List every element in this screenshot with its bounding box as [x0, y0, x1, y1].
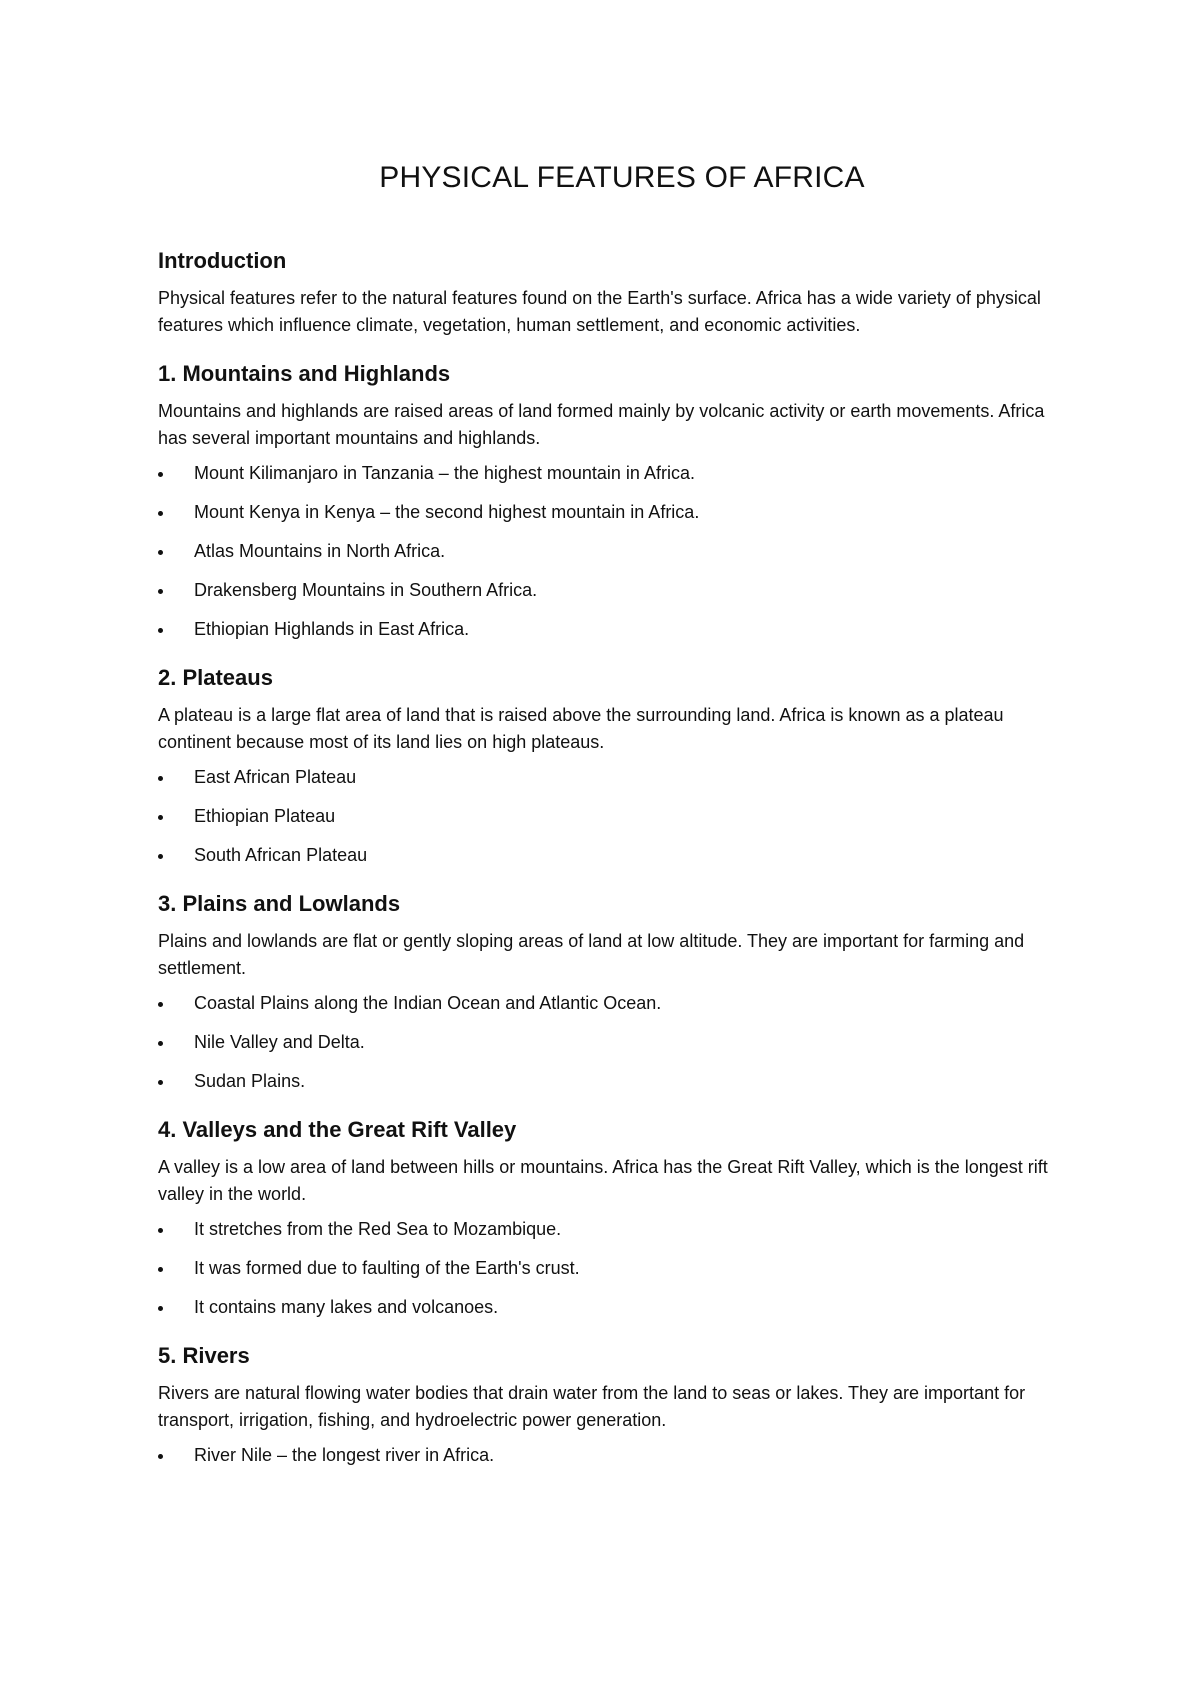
list-item	[158, 842, 1058, 869]
section-heading: 1. Mountains and Highlands	[158, 361, 451, 386]
list-item-text: Ethiopian Plateau	[194, 806, 336, 826]
bullet-list	[158, 1216, 1058, 1321]
section-paragraph: Rivers are natural flowing water bodies that drain water from the land to seas or lakes. They are important for transport, irrigation, fishing, and hydroelectric power generation.	[158, 1383, 1026, 1430]
bullet-icon	[158, 1228, 163, 1233]
document-title: PHYSICAL FEATURES OF AFRICA	[379, 161, 865, 194]
list-item-text: Sudan Plains.	[194, 1071, 306, 1091]
list-item	[158, 1255, 1058, 1282]
list-item	[158, 499, 1058, 526]
section-valleys	[158, 1115, 1058, 1321]
section-plains	[158, 889, 1058, 1095]
bullet-icon	[158, 472, 163, 477]
list-item-text: Mount Kenya in Kenya – the second highest mountain in Africa.	[194, 502, 700, 522]
list-item-text: Atlas Mountains in North Africa.	[194, 541, 446, 561]
list-item-text: East African Plateau	[194, 767, 357, 787]
bullet-icon	[158, 1080, 163, 1085]
list-item-text: Ethiopian Highlands in East Africa.	[194, 619, 470, 639]
list-item	[158, 990, 1058, 1017]
list-item-text: Nile Valley and Delta.	[194, 1032, 365, 1052]
list-item-text: Coastal Plains along the Indian Ocean and Atlantic Ocean.	[194, 993, 662, 1013]
bullet-icon	[158, 815, 163, 820]
section-rivers	[158, 1341, 1058, 1469]
list-item	[158, 577, 1058, 604]
section-heading: 2. Plateaus	[158, 665, 273, 690]
intro-paragraph: Physical features refer to the natural features found on the Earth's surface. Africa has a wide variety of physical features which influence climate, vegetation, human settlement, and economic activities.	[158, 288, 1041, 335]
section-paragraph: A valley is a low area of land between hills or mountains. Africa has the Great Rift Valley, which is the longest rift valley in the world.	[158, 1157, 1048, 1204]
bullet-icon	[158, 511, 163, 516]
section-paragraph: A plateau is a large flat area of land that is raised above the surrounding land. Africa is known as a plateau continent because most of its land lies on high plateaus.	[158, 705, 1004, 752]
section-plateaus	[158, 663, 1058, 869]
section-paragraph: Mountains and highlands are raised areas of land formed mainly by volcanic activity or earth movements. Africa has several important mountains and highlands.	[158, 401, 1045, 448]
bullet-list	[158, 460, 1058, 643]
list-item-text: South African Plateau	[194, 845, 368, 865]
list-item-text: Drakensberg Mountains in Southern Africa.	[194, 580, 538, 600]
list-item-text: It was formed due to faulting of the Earth's crust.	[194, 1258, 580, 1278]
list-item-text: It contains many lakes and volcanoes.	[194, 1297, 499, 1317]
list-item	[158, 764, 1058, 791]
list-item	[158, 538, 1058, 565]
bullet-list	[158, 990, 1058, 1095]
list-item	[158, 616, 1058, 643]
list-item-text: River Nile – the longest river in Africa.	[194, 1445, 495, 1465]
list-item	[158, 1029, 1058, 1056]
list-item	[158, 460, 1058, 487]
bullet-icon	[158, 854, 163, 859]
bullet-list	[158, 1442, 1058, 1469]
bullet-icon	[158, 550, 163, 555]
section-heading: 3. Plains and Lowlands	[158, 891, 401, 916]
document-content	[158, 158, 1058, 1481]
section-paragraph: Plains and lowlands are flat or gently sloping areas of land at low altitude. They are important for farming and settlement.	[158, 931, 1025, 978]
list-item	[158, 1068, 1058, 1095]
bullet-icon	[158, 1041, 163, 1046]
bullet-icon	[158, 1267, 163, 1272]
bullet-icon	[158, 1002, 163, 1007]
bullet-icon	[158, 1454, 163, 1459]
intro-heading: Introduction	[158, 248, 287, 273]
bullet-icon	[158, 628, 163, 633]
list-item	[158, 803, 1058, 830]
list-item-text: Mount Kilimanjaro in Tanzania – the highest mountain in Africa.	[194, 463, 695, 483]
bullet-icon	[158, 1306, 163, 1311]
list-item	[158, 1442, 1058, 1469]
bullet-icon	[158, 776, 163, 781]
bullet-list	[158, 764, 1058, 869]
section-heading: 4. Valleys and the Great Rift Valley	[158, 1117, 517, 1142]
list-item	[158, 1294, 1058, 1321]
section-heading: 5. Rivers	[158, 1343, 250, 1368]
section-mountains	[158, 359, 1058, 643]
bullet-icon	[158, 589, 163, 594]
list-item	[158, 1216, 1058, 1243]
list-item-text: It stretches from the Red Sea to Mozambique.	[194, 1219, 562, 1239]
